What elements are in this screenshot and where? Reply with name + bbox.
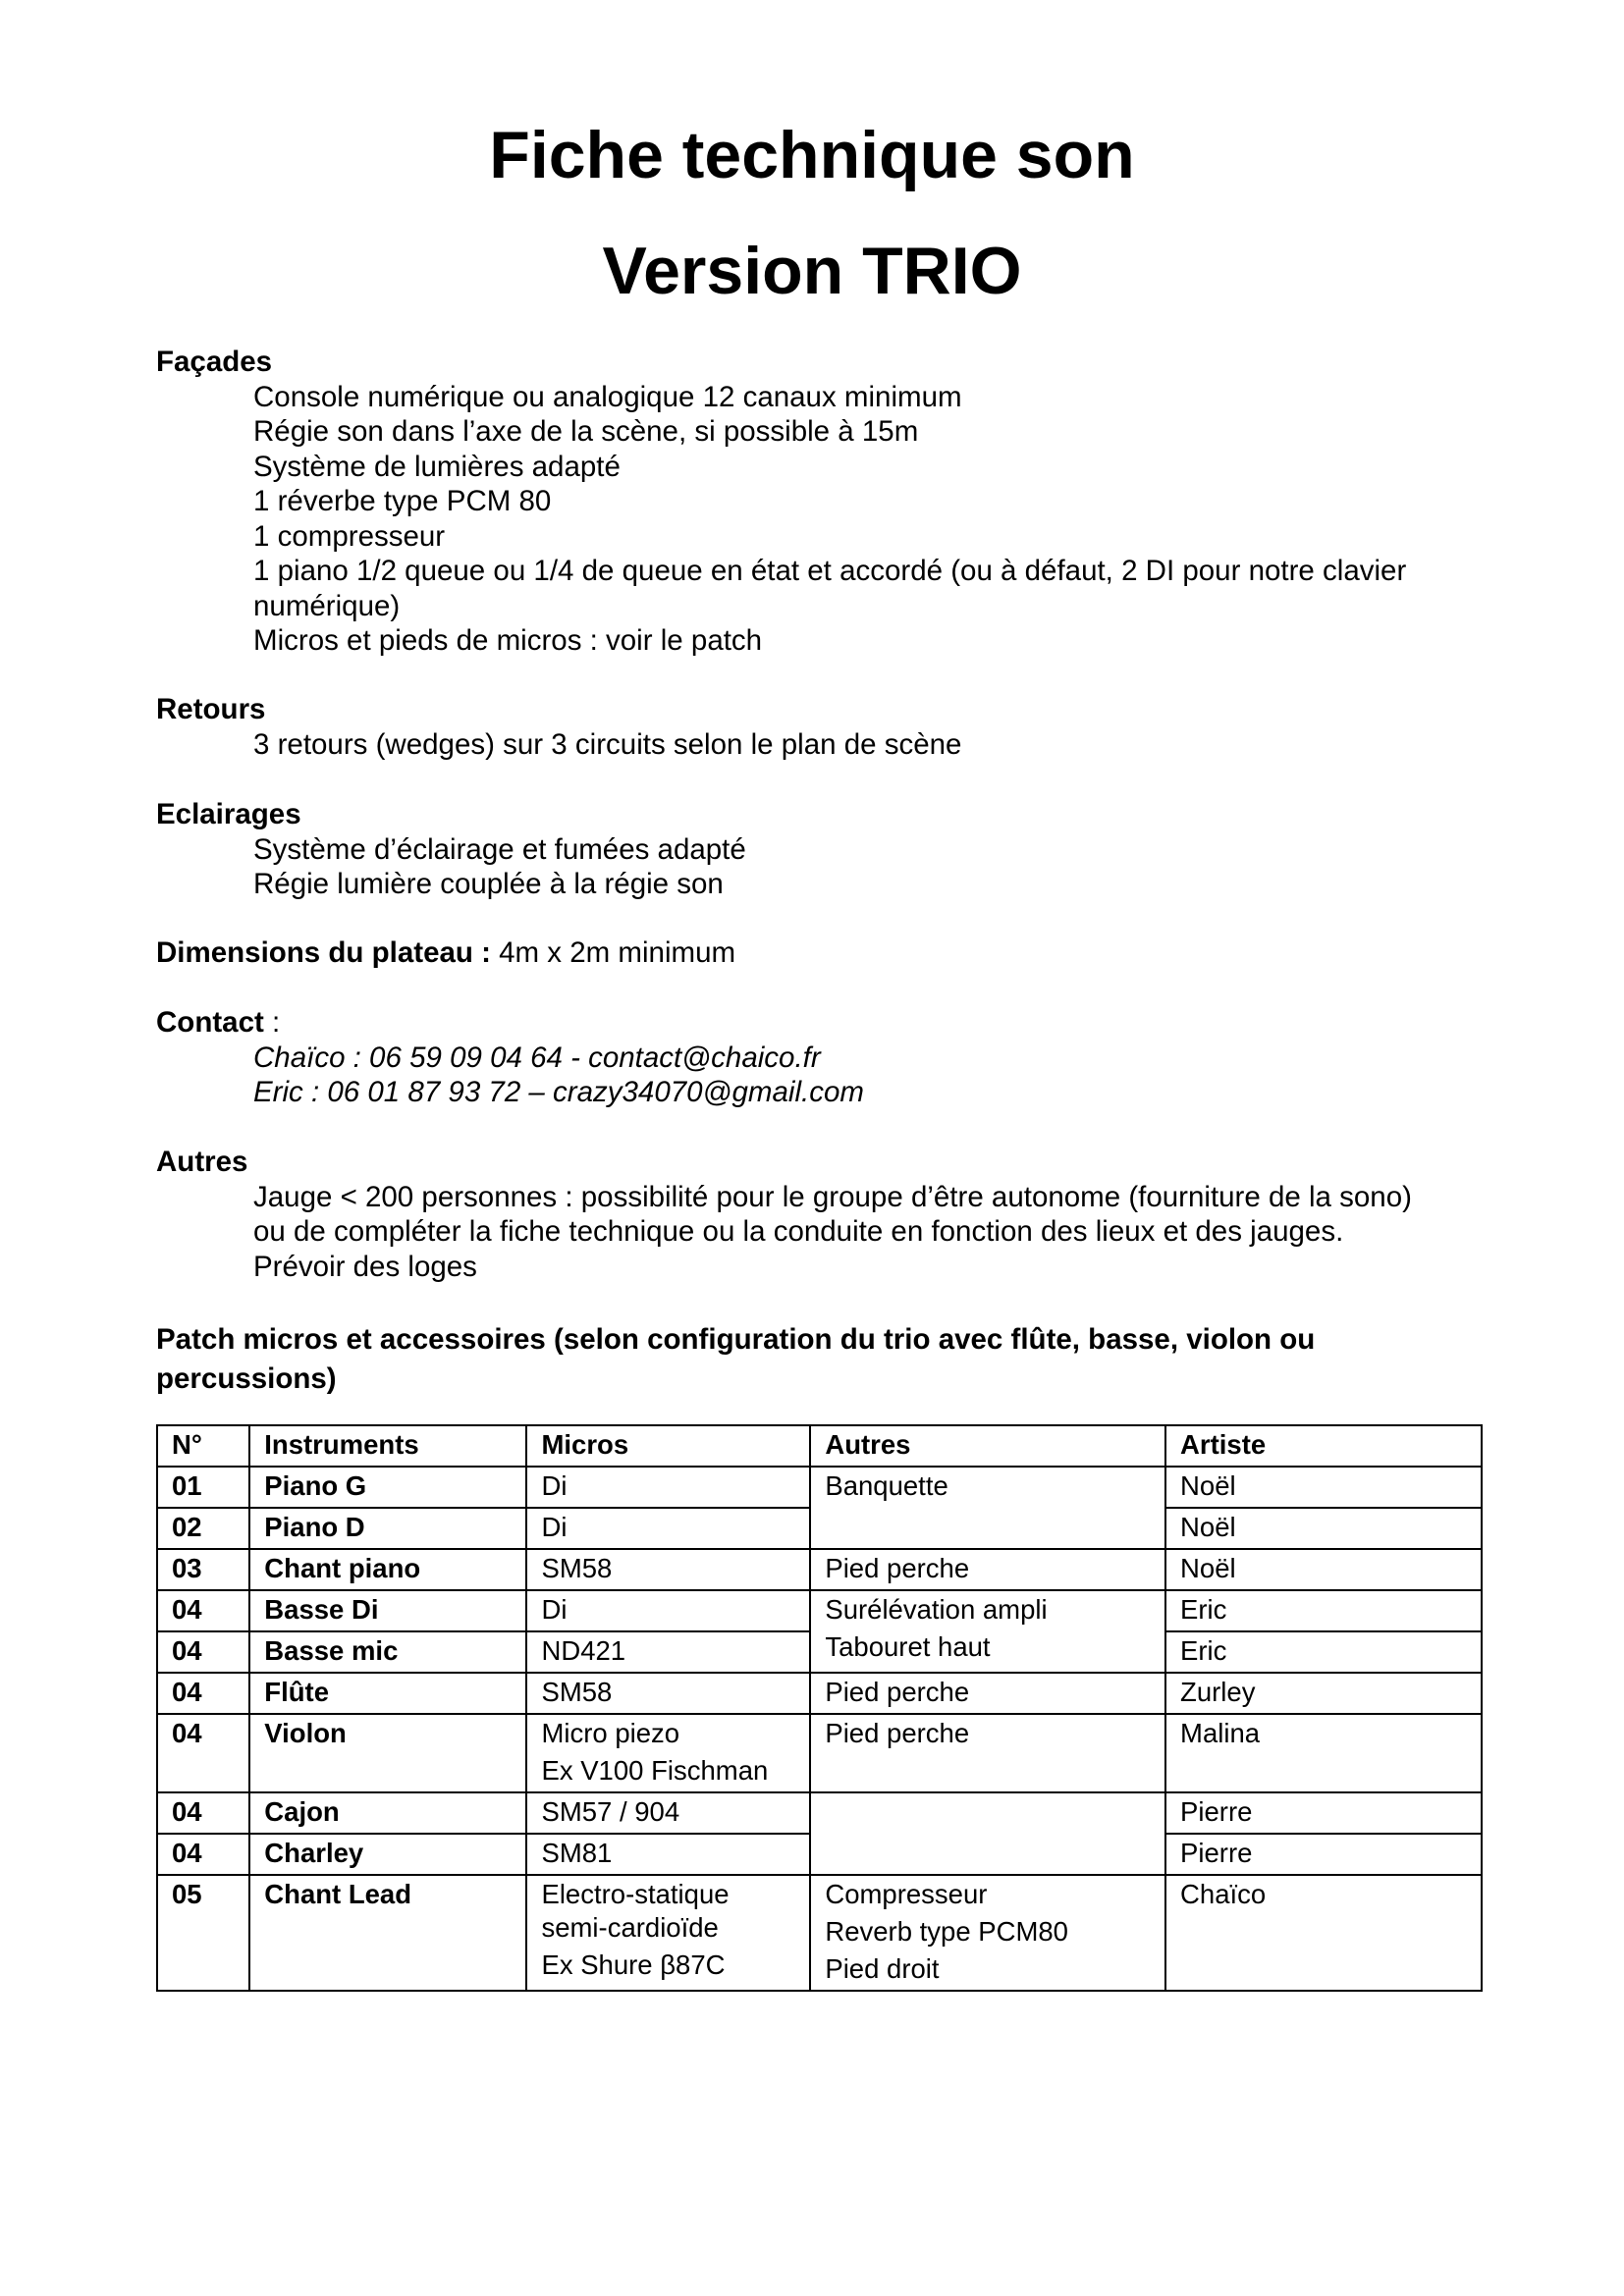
patch-heading-line: percussions) bbox=[156, 1362, 337, 1395]
section-heading: Contact bbox=[156, 1006, 264, 1039]
table-row bbox=[157, 1673, 1482, 1714]
column-header: Artiste bbox=[1165, 1425, 1482, 1467]
cell-instrument: Basse mic bbox=[249, 1631, 526, 1673]
cell-micros: SM58 bbox=[526, 1549, 810, 1590]
table-header-row bbox=[157, 1425, 1482, 1467]
cell-num: 04 bbox=[157, 1590, 249, 1631]
section-heading: Façades bbox=[156, 346, 273, 378]
cell-artiste: Noël bbox=[1165, 1549, 1482, 1590]
cell-micros: SM81 bbox=[526, 1834, 810, 1875]
cell-line: Electro-statique bbox=[541, 1879, 730, 1909]
cell-autres bbox=[810, 1875, 1165, 1991]
cell-autres: Pied perche bbox=[810, 1673, 1165, 1714]
section-body bbox=[156, 380, 1491, 659]
section-eclairages bbox=[156, 797, 1491, 902]
section-autres bbox=[156, 1145, 1491, 1284]
cell-micros bbox=[526, 1714, 810, 1792]
cell-num: 03 bbox=[157, 1549, 249, 1590]
cell-num: 04 bbox=[157, 1714, 249, 1792]
cell-num: 04 bbox=[157, 1792, 249, 1834]
text-line: Micros et pieds de micros : voir le patch bbox=[253, 624, 763, 657]
cell-instrument: Piano G bbox=[249, 1467, 526, 1508]
cell-instrument: Flûte bbox=[249, 1673, 526, 1714]
cell-line: semi-cardioïde bbox=[541, 1912, 719, 1943]
text-line: numérique) bbox=[253, 589, 401, 622]
cell-line: Surélévation ampli bbox=[825, 1594, 1048, 1625]
section-contact bbox=[156, 1005, 1491, 1110]
cell-instrument: Chant piano bbox=[249, 1549, 526, 1590]
text-line: Jauge < 200 personnes : possibilité pour le groupe d’être autonome (fourniture de la sono) bbox=[253, 1180, 1412, 1213]
cell-artiste: Noël bbox=[1165, 1467, 1482, 1508]
section-heading: Retours bbox=[156, 693, 266, 725]
cell-instrument: Chant Lead bbox=[249, 1875, 526, 1991]
cell-artiste: Eric bbox=[1165, 1631, 1482, 1673]
contact-line: Chaïco : 06 59 09 04 64 - contact@chaico.fr bbox=[253, 1041, 821, 1074]
cell-line: Ex Shure β87C bbox=[541, 1949, 726, 1980]
column-header: Autres bbox=[810, 1425, 1165, 1467]
cell-artiste: Eric bbox=[1165, 1590, 1482, 1631]
cell-instrument: Charley bbox=[249, 1834, 526, 1875]
text-line: Système de lumières adapté bbox=[253, 450, 621, 483]
cell-line: Ex V100 Fischman bbox=[541, 1755, 769, 1786]
section-body bbox=[156, 1041, 1491, 1110]
cell-num: 04 bbox=[157, 1673, 249, 1714]
table-row bbox=[157, 1875, 1482, 1991]
cell-line: Pied droit bbox=[825, 1953, 940, 1984]
table-row bbox=[157, 1714, 1482, 1792]
contact-colon: : bbox=[263, 1006, 281, 1039]
cell-instrument: Basse Di bbox=[249, 1590, 526, 1631]
page-subtitle: Version TRIO bbox=[602, 234, 1022, 308]
text-line: Console numérique ou analogique 12 canaux minimum bbox=[253, 380, 962, 413]
cell-num: 04 bbox=[157, 1631, 249, 1673]
text-line: ou de compléter la fiche technique ou la conduite en fonction des lieux et des jauges. bbox=[253, 1215, 1344, 1248]
cell-line: Tabouret haut bbox=[825, 1631, 991, 1662]
section-facades bbox=[156, 345, 1491, 659]
cell-instrument: Piano D bbox=[249, 1508, 526, 1549]
column-header: Instruments bbox=[249, 1425, 526, 1467]
cell-artiste: Pierre bbox=[1165, 1792, 1482, 1834]
cell-artiste: Chaïco bbox=[1165, 1875, 1482, 1991]
page-title: Fiche technique son bbox=[489, 118, 1135, 192]
text-line: Prévoir des loges bbox=[253, 1250, 477, 1283]
cell-autres: Pied perche bbox=[810, 1549, 1165, 1590]
table-row bbox=[157, 1590, 1482, 1631]
text-line: Régie son dans l’axe de la scène, si possible à 15m bbox=[253, 415, 919, 448]
cell-autres: Banquette bbox=[810, 1467, 1165, 1549]
cell-line: Micro piezo bbox=[541, 1718, 680, 1748]
patch-heading bbox=[156, 1320, 1491, 1399]
cell-line: Reverb type PCM80 bbox=[825, 1916, 1068, 1947]
text-line: Système d’éclairage et fumées adapté bbox=[253, 832, 746, 866]
column-header: Micros bbox=[526, 1425, 810, 1467]
dimensions-label: Dimensions du plateau : bbox=[156, 936, 491, 969]
cell-micros: Di bbox=[526, 1467, 810, 1508]
text-line: 1 compresseur bbox=[253, 519, 446, 553]
cell-instrument: Violon bbox=[249, 1714, 526, 1792]
table-row bbox=[157, 1467, 1482, 1508]
cell-autres bbox=[810, 1590, 1165, 1673]
cell-micros: SM58 bbox=[526, 1673, 810, 1714]
cell-line: Compresseur bbox=[825, 1879, 988, 1909]
section-heading: Autres bbox=[156, 1146, 248, 1178]
cell-num: 05 bbox=[157, 1875, 249, 1991]
text-line: 3 retours (wedges) sur 3 circuits selon le plan de scène bbox=[253, 727, 962, 761]
text-line: Régie lumière couplée à la régie son bbox=[253, 868, 724, 900]
cell-artiste: Noël bbox=[1165, 1508, 1482, 1549]
cell-artiste: Zurley bbox=[1165, 1673, 1482, 1714]
table-row bbox=[157, 1792, 1482, 1834]
section-retours bbox=[156, 692, 1491, 762]
cell-num: 02 bbox=[157, 1508, 249, 1549]
section-dimensions bbox=[156, 935, 1491, 971]
cell-autres bbox=[810, 1792, 1165, 1875]
cell-micros: Di bbox=[526, 1508, 810, 1549]
cell-micros bbox=[526, 1875, 810, 1991]
cell-micros: Di bbox=[526, 1590, 810, 1631]
patch-heading-line: Patch micros et accessoires (selon configuration du trio avec flûte, basse, violon ou bbox=[156, 1323, 1316, 1356]
text-line: 1 réverbe type PCM 80 bbox=[253, 485, 552, 517]
cell-autres: Pied perche bbox=[810, 1714, 1165, 1792]
text-line: 1 piano 1/2 queue ou 1/4 de queue en état et accordé (ou à défaut, 2 DI pour notre clavier bbox=[253, 555, 1407, 587]
cell-artiste: Pierre bbox=[1165, 1834, 1482, 1875]
section-body bbox=[156, 832, 1491, 902]
column-header: N° bbox=[157, 1425, 249, 1467]
patch-table bbox=[156, 1424, 1483, 1992]
contact-line: Eric : 06 01 87 93 72 – crazy34070@gmail.com bbox=[253, 1076, 864, 1108]
cell-instrument: Cajon bbox=[249, 1792, 526, 1834]
cell-num: 04 bbox=[157, 1834, 249, 1875]
cell-micros: ND421 bbox=[526, 1631, 810, 1673]
table-row bbox=[157, 1549, 1482, 1590]
cell-artiste: Malina bbox=[1165, 1714, 1482, 1792]
section-body bbox=[156, 727, 1491, 763]
cell-num: 01 bbox=[157, 1467, 249, 1508]
section-body bbox=[156, 1180, 1491, 1285]
section-heading: Eclairages bbox=[156, 798, 301, 830]
dimensions-value: 4m x 2m minimum bbox=[490, 936, 736, 969]
cell-micros: SM57 / 904 bbox=[526, 1792, 810, 1834]
